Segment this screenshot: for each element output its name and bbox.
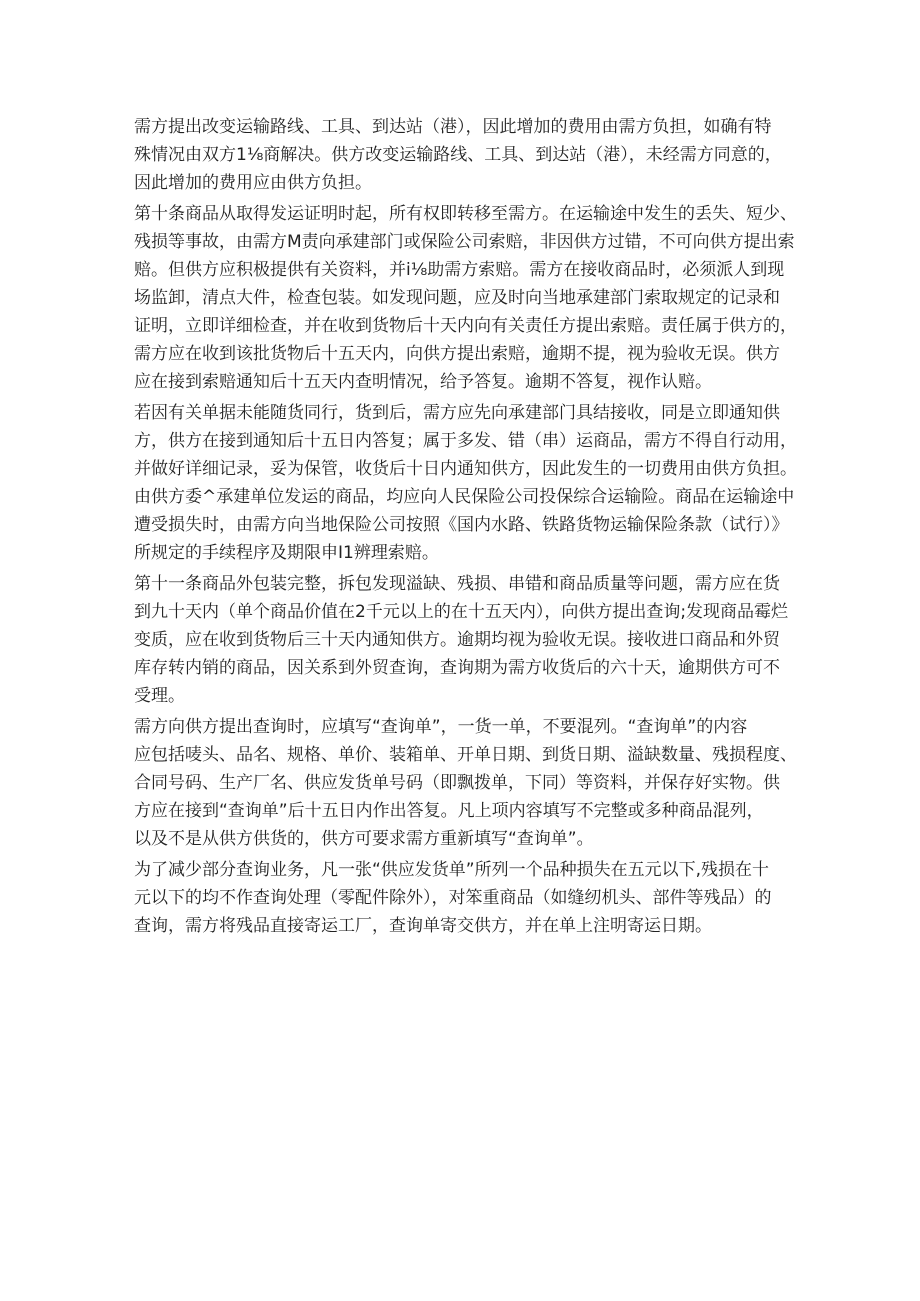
text-line: 并做好详细记录，妥为保管，收货后十日内通知供方，因此发生的一切费用由供方负担。: [134, 459, 797, 479]
text-line: 为了减少部分查询业务，凡一张“供应发货单”所列一个品种损失在五元以下,残损在十: [134, 860, 770, 880]
text-line: 方应在接到“查询单”后十五日内作出答复。凡上项内容填写不完整或多种商品混列，: [134, 801, 764, 821]
paragraph-transport-route-change: [134, 113, 802, 197]
text-line: 元以下的均不作查询处理（零配件除外），对笨重商品（如缝纫机头、部件等残品）的: [134, 888, 772, 908]
text-line: 受理。: [134, 686, 185, 706]
text-line: 需方提出改变运输路线、工具、到达站（港），因此增加的费用由需方负担，如确有特: [134, 117, 772, 137]
paragraph-reduce-inquiries: [134, 856, 802, 940]
text-line: 查询，需方将残品直接寄运工厂，查询单寄交供方，并在单上注明寄运日期。: [134, 916, 712, 936]
text-line: 库存转内销的商品，因关系到外贸查询，查询期为需方收货后的六十天，逾期供方可不: [134, 658, 780, 678]
paragraph-inquiry-form: [134, 713, 802, 853]
paragraph-article-11: [134, 570, 802, 710]
text-line: 场监卸，清点大件，检查包装。如发现问题，应及时向当地承建部门索取规定的记录和: [134, 288, 780, 308]
text-line: 需方应在收到该批货物后十五天内，向供方提出索赔，逾期不提，视为验收无误。供方: [134, 344, 780, 364]
text-line: 应包括唛头、品名、规格、单价、装箱单、开单日期、到货日期、溢缺数量、残损程度、: [134, 745, 797, 765]
text-line: 需方向供方提出查询时，应填写“查询单”，一货一单，不要混列。“查询单”的内容: [134, 717, 748, 737]
text-line: 由供方委^承建单位发运的商品，均应向人民保险公司投保综合运输险。商品在运输途中: [134, 487, 795, 507]
text-line: 到九十天内（单个商品价值在2千元以上的在十五天内），向供方提出查询;发现商品霉烂: [134, 602, 789, 622]
text-line: 遭受损失时，由需方向当地保险公司按照《国内水路、铁路货物运输保险条款（试行）》: [134, 515, 789, 535]
paragraph-article-10: [134, 200, 802, 396]
text-line: 殊情况由双方1⅛商解决。供方改变运输路线、工具、到达站（港），未经需方同意的，: [134, 145, 782, 165]
text-line: 若因有关单据未能随货同行，货到后，需方应先向承建部门具结接收，同是立即通知供: [134, 403, 780, 423]
text-line: 第十条商品从取得发运证明时起，所有权即转移至需方。在运输途中发生的丢失、短少、: [134, 204, 797, 224]
text-line: 方，供方在接到通知后十五日内答复；属于多发、错（串）运商品，需方不得自行动用，: [134, 431, 797, 451]
text-line: 所规定的手续程序及期限申I1辨理索赔。: [134, 543, 439, 563]
text-line: 第十一条商品外包装完整，拆包发现溢缺、残损、串错和商品质量等问题，需方应在货: [134, 574, 780, 594]
text-line: 变质，应在收到货物后三十天内通知供方。逾期均视为验收无误。接收进口商品和外贸: [134, 630, 780, 650]
text-line: 因此增加的费用应由供方负担。: [134, 173, 372, 193]
text-line: 以及不是从供方供货的，供方可要求需方重新填写“查询单”。: [134, 829, 594, 849]
text-line: 赔。但供方应积极提供有关资料，并i⅛助需方索赔。需方在接收商品时，必须派人到现: [134, 260, 785, 280]
text-line: 证明，立即详细检查，并在收到货物后十天内向有关责任方提出索赔。责任属于供方的，: [134, 316, 797, 336]
text-line: 合同号码、生产厂名、供应发货单号码（即飘拨单，下同）等资料，并保存好实物。供: [134, 773, 780, 793]
text-line: 残损等事故，由需方M责向承建部门或保险公司索赔，非因供方过错，不可向供方提出索: [134, 232, 795, 252]
document-body: [134, 113, 802, 940]
text-line: 应在接到索赔通知后十五天内查明情况，给予答复。逾期不答复，视作认赔。: [134, 372, 712, 392]
paragraph-missing-documents: [134, 399, 802, 567]
